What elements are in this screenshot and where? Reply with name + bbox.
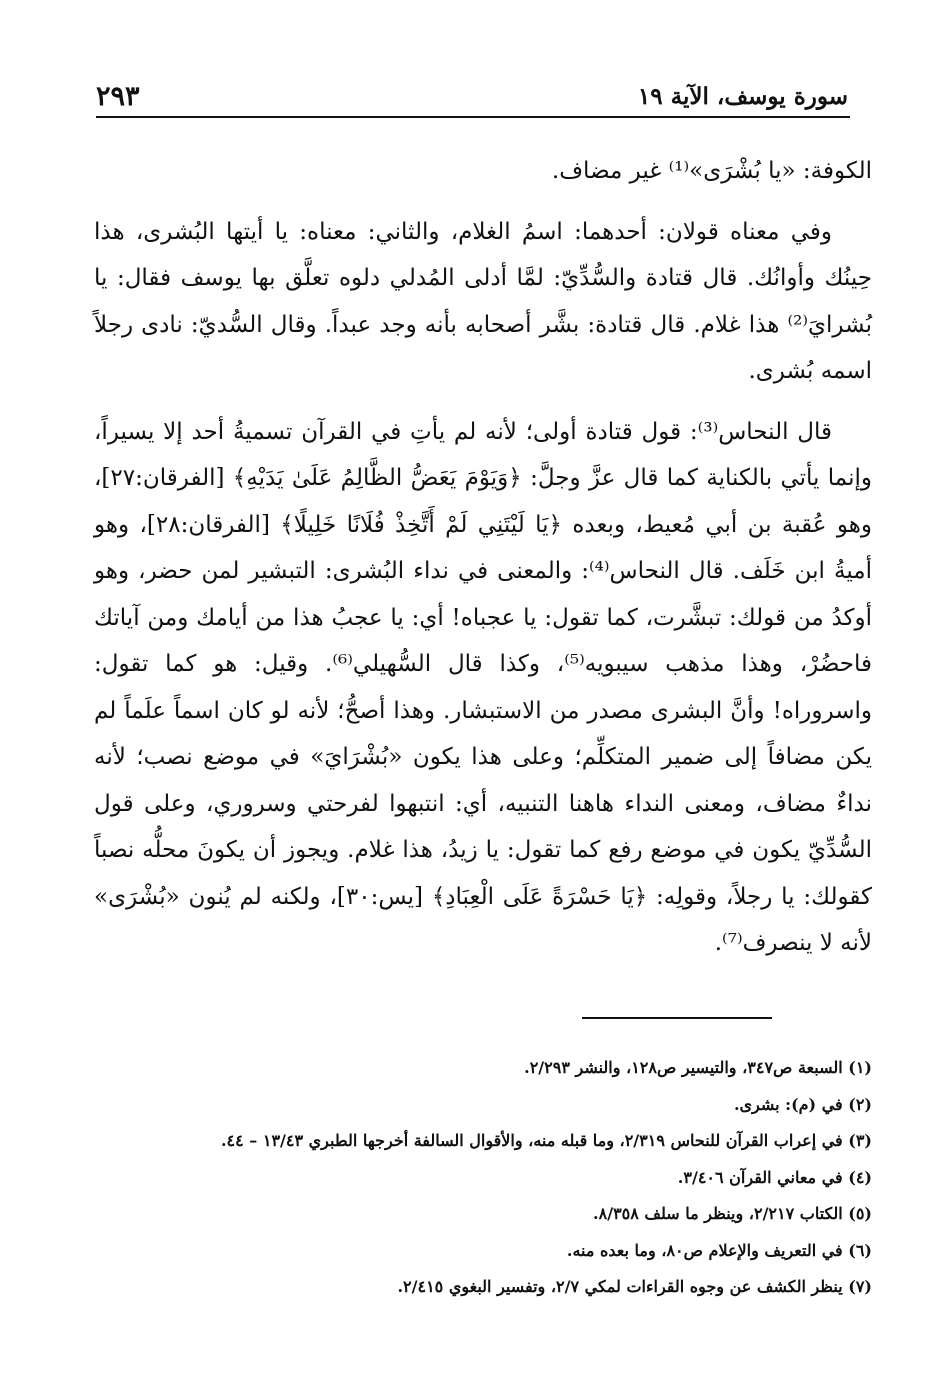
footnote-1: (١) السبعة ص٣٤٧، والتيسير ص١٢٨، والنشر ٢/٢٩٣. (524, 1058, 872, 1077)
footnote-2: (٢) في (م): بشرى. (733, 1094, 872, 1114)
footnote-divider (582, 1017, 772, 1019)
footnote-4: (٤) في معاني القرآن ٣/٤٠٦. (677, 1167, 872, 1187)
header-divider (96, 116, 850, 118)
paragraph-3: قال النحاس⁽³⁾: قول قتادة أولى؛ لأنه لم يأتِ في القرآن تسميةُ أحد إلا يسيراً، وإنما يأتي بالكناية كما قال عزَّ وجلَّ: ﴿وَيَوْمَ يَعَضُّ الظَّالِمُ عَلَىٰ يَدَيْهِ﴾ [الفرقان:٢٧]، وهو عُقبة بن أبي مُعيط، وبعده ﴿يَا لَيْتَنِي لَمْ أَتَّخِذْ فُلَانًا خَلِيلًا﴾ [الفرقان:٢٨]، وهو أميةُ ابن خَلَف. قال النحاس⁽⁴⁾: والمعنى في نداء البُشرى: التبشير لمن حضر، وهو أوكدُ من قولك: تبشَّرت، كما تقول: يا عجباه! أي: يا عجبُ هذا من أيامك ومن آياتك فاحضُرْ، وهذا مذهب سيبويه⁽⁵⁾، وكذا قال السُّهيلي⁽⁶⁾. وقيل: هو كما تقول: واسروراه! وأنَّ البشرى مصدر من الاستبشار. وهذا أصحُّ؛ لأنه لو كان اسماً علَماً لم يكن مضافاً إلى ضمير المتكلِّم؛ وعلى هذا يكون «بُشْرَايَ» في موضع نصب؛ لأنه نداءٌ مضاف، ومعنى النداء هاهنا التنبيه، أي: انتبهوا لفرحتي وسروري، وعلى قول السُّدِّيّ يكون في موضع رفع كما تقول: يا زيدُ، هذا غلام. ويجوز أن يكونَ محلُّه نصباً كقولك: يا رجلاً، وقولِه: ﴿يَا حَسْرَةً عَلَى الْعِبَادِ﴾ [يس:٣٠]، ولكنه لم يُنون «بُشْرَى» لأنه لا ينصرف⁽⁷⁾. (94, 418, 872, 956)
page-header (96, 68, 848, 114)
footnote-5: (٥) الكتاب ٢/٢١٧، وينظر ما سلف ٨/٣٥٨. (593, 1204, 872, 1223)
footnote-6: (٦) في التعريف والإعلام ص٨٠، وما بعده منه. (566, 1240, 872, 1260)
main-text (94, 148, 872, 967)
footnotes (110, 1050, 872, 1306)
paragraph-2: وفي معناه قولان: أحدهما: اسمُ الغلام، والثاني: معناه: يا أيتها البُشرى، هذا حِينُك وأوانُك. قال قتادة والسُّدِّيّ: لمَّا أدلى المُدلي دلوه تعلَّق بها يوسف فقال: يا بُشرايَ⁽²⁾ هذا غلام. قال قتادة: بشَّر أصحابه بأنه وجد عبداً. وقال السُّديّ: نادى رجلاً اسمه بُشرى. (94, 218, 872, 384)
footnote-3: (٣) في إعراب القرآن للنحاس ٢/٣١٩، وما قبله منه، والأقوال السالفة أخرجها الطبري ١٣/٤٣ – ٤٤. (220, 1131, 872, 1150)
page-number: ٢٩٣ (96, 81, 140, 112)
running-title: سورة يوسف، الآية ١٩ (637, 83, 848, 110)
paragraph-1: الكوفة: «يا بُشْرَى»⁽¹⁾ غير مضاف. (551, 158, 872, 184)
footnote-7: (٧) ينظر الكشف عن وجوه القراءات لمكي ٢/٧، وتفسير البغوي ٢/٤١٥. (397, 1277, 872, 1296)
